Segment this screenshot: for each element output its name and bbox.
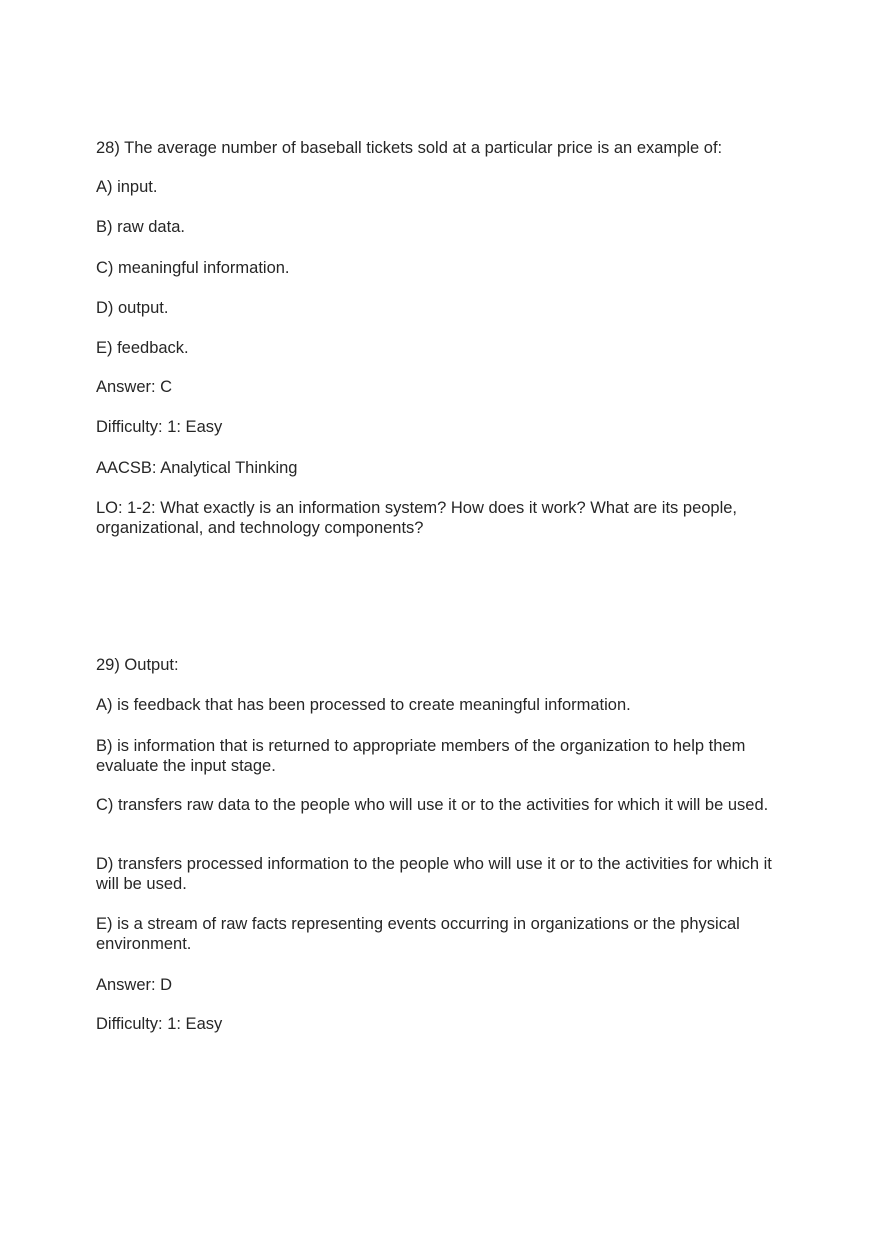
question-28-option-c: C) meaningful information.: [96, 259, 290, 277]
question-29-option-e: E) is a stream of raw facts representing events occurring in organizations or the physical environment.: [96, 915, 740, 953]
question-28-learning-objective: LO: 1-2: What exactly is an information system? How does it work? What are its people, organizational, and technology components?: [96, 499, 738, 537]
question-29-difficulty: Difficulty: 1: Easy: [96, 1015, 223, 1033]
question-28-answer: Answer: C: [96, 378, 173, 396]
question-28-option-e: E) feedback.: [96, 339, 189, 357]
question-28-aacsb: AACSB: Analytical Thinking: [96, 459, 298, 477]
question-29-answer: Answer: D: [96, 976, 173, 994]
question-29-option-a: A) is feedback that has been processed to create meaningful information.: [96, 696, 631, 714]
question-28-option-a: A) input.: [96, 178, 158, 196]
question-29-stem: 29) Output:: [96, 656, 179, 674]
question-29-option-b: B) is information that is returned to appropriate members of the organization to help them evaluate the input stage.: [96, 737, 746, 775]
question-29-option-c: C) transfers raw data to the people who will use it or to the activities for which it will be used.: [96, 796, 769, 814]
question-28-option-b: B) raw data.: [96, 218, 185, 236]
question-28-difficulty: Difficulty: 1: Easy: [96, 418, 223, 436]
question-28-stem: 28) The average number of baseball tickets sold at a particular price is an example of:: [96, 139, 723, 157]
question-28-option-d: D) output.: [96, 299, 169, 317]
question-29-option-d: D) transfers processed information to the people who will use it or to the activities for which it will be used.: [96, 855, 772, 893]
